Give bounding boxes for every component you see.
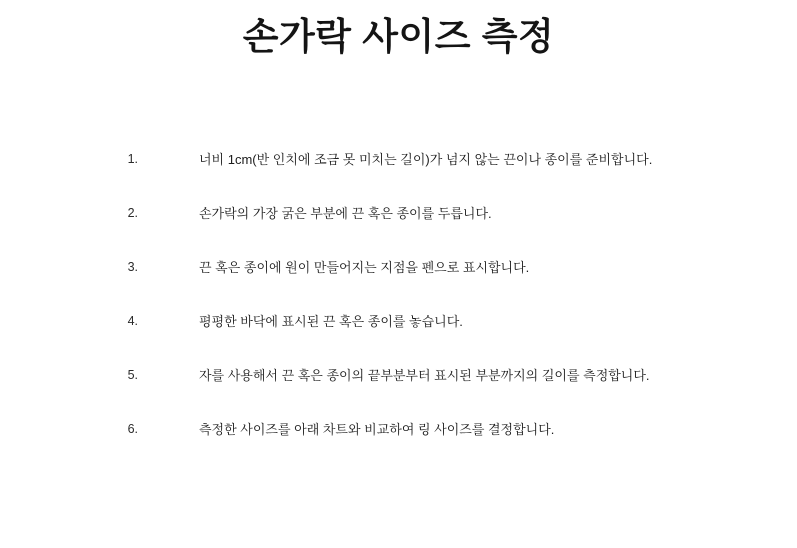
page-title: 손가락 사이즈 측정: [242, 16, 555, 57]
list-item: [0, 260, 797, 314]
step-number: 4.: [127, 314, 138, 328]
list-item: [0, 206, 797, 260]
step-number: 2.: [127, 206, 138, 220]
list-item: [0, 314, 797, 368]
list-item: [0, 152, 797, 206]
step-text: 끈 혹은 종이에 원이 만들어지는 지점을 펜으로 표시합니다.: [199, 260, 530, 275]
instruction-steps-list: [0, 152, 797, 476]
step-number: 6.: [127, 422, 138, 436]
step-text: 손가락의 가장 굵은 부분에 끈 혹은 종이를 두릅니다.: [199, 206, 492, 221]
list-item: [0, 422, 797, 476]
step-number: 1.: [127, 152, 138, 166]
step-text: 자를 사용해서 끈 혹은 종이의 끝부분부터 표시된 부분까지의 길이를 측정합니다.: [199, 368, 650, 383]
step-number: 5.: [127, 368, 138, 382]
step-text: 너비 1cm(반 인치에 조금 못 미치는 길이)가 넘지 않는 끈이나 종이를 준비합니다.: [199, 152, 653, 167]
step-text: 측정한 사이즈를 아래 차트와 비교하여 링 사이즈를 결정합니다.: [199, 422, 555, 437]
step-text: 평평한 바닥에 표시된 끈 혹은 종이를 놓습니다.: [199, 314, 463, 329]
list-item: [0, 368, 797, 422]
step-number: 3.: [127, 260, 138, 274]
